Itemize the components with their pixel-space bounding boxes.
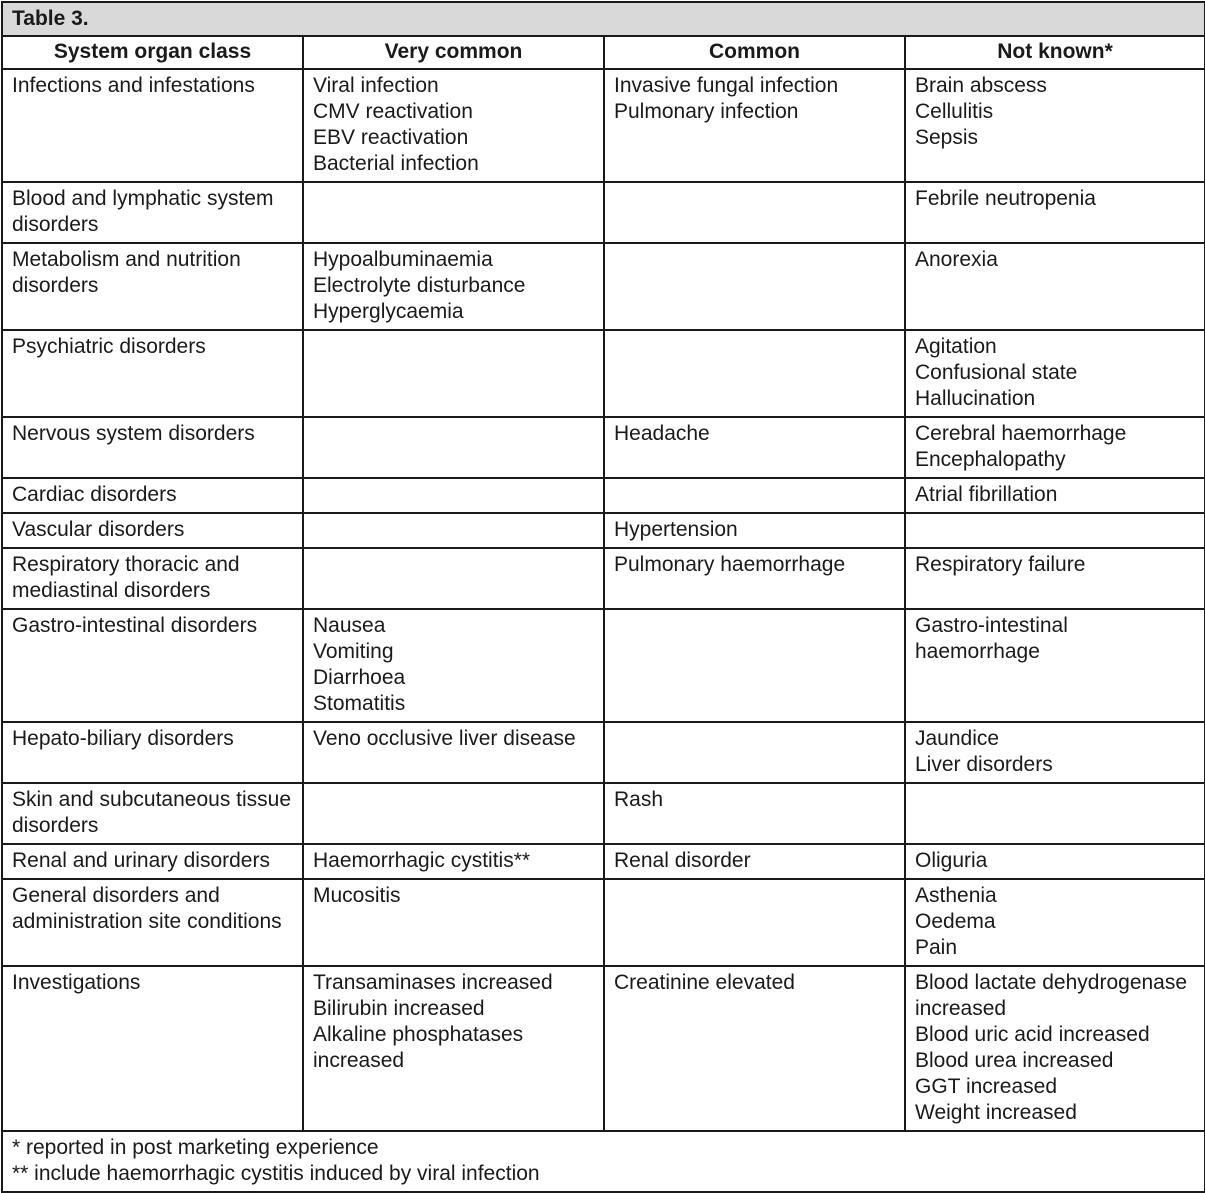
table-row [2,783,1205,844]
cell-very-common [303,783,604,844]
cell-system-organ-class [2,548,303,609]
system-organ-class-label: Hepato-biliary disorders [12,727,234,750]
cell-very-common [303,609,604,722]
adverse-reaction-term: Hallucination [915,387,1036,410]
adverse-reaction-term: Atrial fibrillation [915,483,1058,506]
cell-common [604,513,905,548]
cell-very-common [303,182,604,243]
cell-not-known [905,182,1205,243]
cell-not-known [905,69,1205,182]
adverse-reaction-term: Vomiting [313,640,394,663]
table-row [2,722,1205,783]
table-title: Table 3. [2,2,1205,36]
adverse-reaction-term: Headache [614,422,710,445]
cell-system-organ-class [2,69,303,182]
adverse-reaction-term: Stomatitis [313,692,406,715]
table-title-row [2,2,1205,36]
adverse-reaction-term: Rash [614,788,664,811]
cell-common [604,69,905,182]
table-row [2,966,1205,1131]
adverse-reaction-term: Encephalopathy [915,448,1066,471]
adverse-reaction-term: Nausea [313,614,386,637]
adverse-reaction-term: Bacterial infection [313,152,479,175]
cell-not-known [905,548,1205,609]
cell-common [604,783,905,844]
adverse-reaction-term: Viral infection [313,74,439,97]
cell-system-organ-class [2,417,303,478]
adverse-reaction-term: Creatinine elevated [614,971,795,994]
column-header-system-organ-class: System organ class [2,36,303,69]
table-row [2,182,1205,243]
column-header-common: Common [604,36,905,69]
cell-common [604,548,905,609]
table-body [2,69,1205,1131]
adverse-reaction-term: Bilirubin increased [313,997,485,1020]
adverse-reaction-term: Cerebral haemorrhage [915,422,1127,445]
cell-common [604,417,905,478]
adverse-reaction-term: Blood uric acid increased [915,1023,1150,1046]
cell-very-common [303,966,604,1131]
table-header-row [2,36,1205,69]
system-organ-class-label: Skin and subcutaneous tissue disorders [12,788,292,837]
table-row [2,548,1205,609]
footnote-haemorrhagic-cystitis: ** include haemorrhagic cystitis induced by viral infection [12,1162,540,1185]
adverse-reaction-term: Anorexia [915,248,998,271]
table-row [2,330,1205,417]
adverse-reaction-term: Respiratory failure [915,553,1086,576]
cell-very-common [303,548,604,609]
adverse-reaction-term: Oliguria [915,849,988,872]
footnote-post-marketing: * reported in post marketing experience [12,1136,379,1159]
cell-common [604,478,905,513]
cell-very-common [303,69,604,182]
table-row [2,513,1205,548]
column-header-not-known: Not known* [905,36,1205,69]
cell-very-common [303,513,604,548]
adverse-reaction-term: Hypoalbuminaemia [313,248,493,271]
adverse-reaction-term: Brain abscess [915,74,1047,97]
cell-not-known [905,879,1205,966]
adverse-reaction-term: Liver disorders [915,753,1053,776]
cell-not-known [905,243,1205,330]
cell-not-known [905,783,1205,844]
system-organ-class-label: Infections and infestations [12,74,255,97]
adverse-reaction-term: Oedema [915,910,996,933]
system-organ-class-label: General disorders and administration site conditions [12,884,282,933]
cell-very-common [303,330,604,417]
cell-system-organ-class [2,330,303,417]
cell-very-common [303,879,604,966]
adverse-reaction-term: Weight increased [915,1101,1077,1124]
adverse-reaction-term: CMV reactivation [313,100,473,123]
adverse-reaction-term: Invasive fungal infection [614,74,839,97]
adverse-reaction-term: Febrile neutropenia [915,187,1096,210]
cell-system-organ-class [2,478,303,513]
cell-very-common [303,844,604,879]
adverse-reaction-term: GGT increased [915,1075,1058,1098]
cell-very-common [303,722,604,783]
cell-very-common [303,478,604,513]
cell-common [604,182,905,243]
cell-common [604,609,905,722]
cell-system-organ-class [2,182,303,243]
cell-common [604,844,905,879]
cell-very-common [303,243,604,330]
adverse-reaction-term: Hypertension [614,518,738,541]
adverse-reactions-table [1,1,1205,1193]
table-row [2,478,1205,513]
adverse-reaction-term: Diarrhoea [313,666,406,689]
adverse-reaction-term: Jaundice [915,727,1000,750]
cell-system-organ-class [2,783,303,844]
cell-not-known [905,844,1205,879]
table-row [2,69,1205,182]
column-header-very-common: Very common [303,36,604,69]
cell-system-organ-class [2,609,303,722]
adverse-reaction-term: Renal disorder [614,849,751,872]
cell-not-known [905,417,1205,478]
table-row [2,879,1205,966]
system-organ-class-label: Metabolism and nutrition disorders [12,248,241,297]
cell-system-organ-class [2,879,303,966]
footnotes [2,1131,1205,1192]
cell-not-known [905,722,1205,783]
cell-not-known [905,609,1205,722]
adverse-reaction-term: Asthenia [915,884,997,907]
cell-system-organ-class [2,513,303,548]
adverse-reaction-term: Hyperglycaemia [313,300,464,323]
adverse-reaction-term: Veno occlusive liver disease [313,727,576,750]
adverse-reaction-term: Gastro-intestinal haemorrhage [915,614,1068,663]
system-organ-class-label: Gastro-intestinal disorders [12,614,258,637]
adverse-reaction-term: Pain [915,936,958,959]
adverse-reaction-term: Mucositis [313,884,401,907]
cell-system-organ-class [2,243,303,330]
cell-common [604,966,905,1131]
cell-system-organ-class [2,844,303,879]
adverse-reaction-term: Transaminases increased [313,971,553,994]
system-organ-class-label: Renal and urinary disorders [12,849,270,872]
cell-common [604,243,905,330]
system-organ-class-label: Investigations [12,971,141,994]
adverse-reaction-term: Pulmonary infection [614,100,799,123]
cell-common [604,879,905,966]
cell-not-known [905,966,1205,1131]
cell-not-known [905,330,1205,417]
cell-not-known [905,513,1205,548]
system-organ-class-label: Vascular disorders [12,518,185,541]
adverse-reaction-term: Alkaline phosphatases increased [313,1023,524,1072]
system-organ-class-label: Psychiatric disorders [12,335,206,358]
adverse-reaction-term: Haemorrhagic cystitis** [313,849,531,872]
table-row [2,609,1205,722]
adverse-reaction-term: Agitation [915,335,997,358]
cell-system-organ-class [2,966,303,1131]
adverse-reaction-term: Blood lactate dehydrogenase increased [915,971,1188,1020]
adverse-reaction-term: EBV reactivation [313,126,469,149]
cell-system-organ-class [2,722,303,783]
footnotes-row [2,1131,1205,1192]
adverse-reaction-term: Electrolyte disturbance [313,274,526,297]
cell-not-known [905,478,1205,513]
table-row [2,243,1205,330]
adverse-reaction-term: Cellulitis [915,100,994,123]
cell-common [604,722,905,783]
system-organ-class-label: Blood and lymphatic system disorders [12,187,274,236]
cell-very-common [303,417,604,478]
cell-common [604,330,905,417]
system-organ-class-label: Cardiac disorders [12,483,177,506]
table-row [2,844,1205,879]
table-row [2,417,1205,478]
system-organ-class-label: Respiratory thoracic and mediastinal disorders [12,553,240,602]
adverse-reaction-term: Sepsis [915,126,979,149]
adverse-reaction-term: Pulmonary haemorrhage [614,553,846,576]
adverse-reaction-term: Blood urea increased [915,1049,1114,1072]
system-organ-class-label: Nervous system disorders [12,422,255,445]
adverse-reaction-term: Confusional state [915,361,1078,384]
